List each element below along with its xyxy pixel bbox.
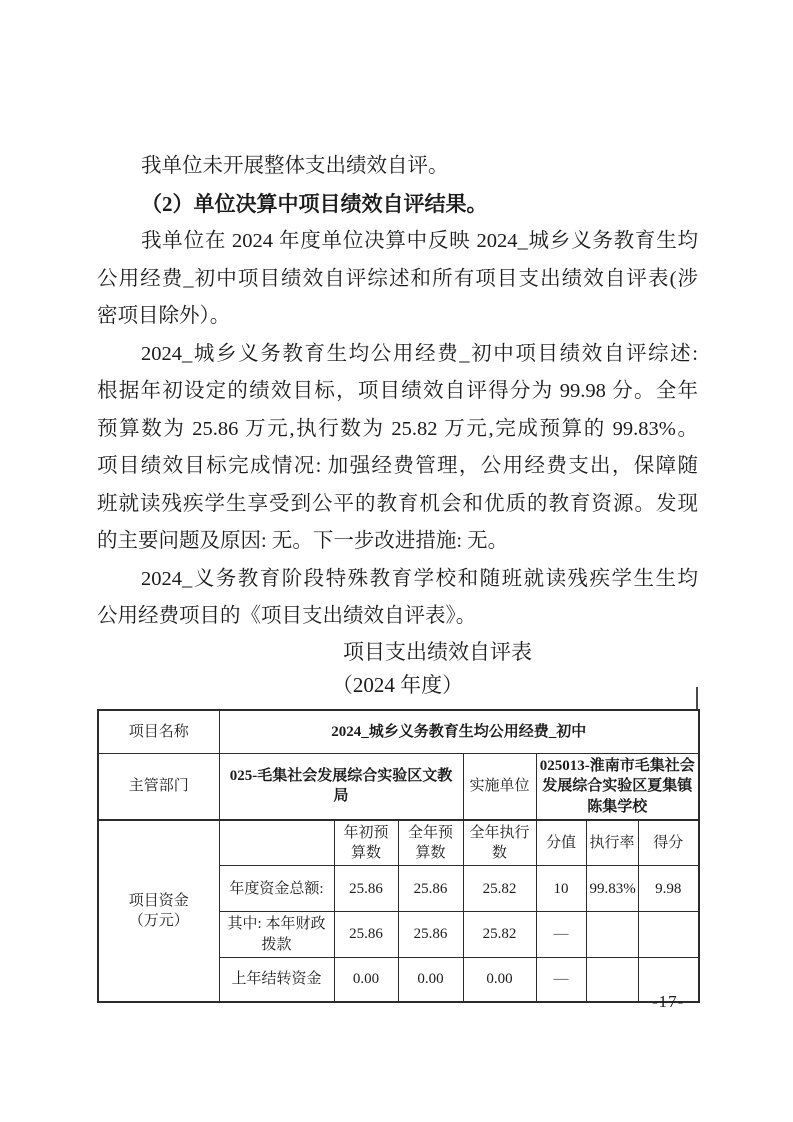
body-line: 的主要问题及原因: 无。下一步改进措施: 无。	[97, 530, 509, 552]
page-number: -17-	[652, 992, 685, 1011]
cell-value: 25.82	[463, 866, 536, 912]
table-header-row	[98, 820, 699, 866]
cell-value: 0.00	[398, 957, 463, 1002]
cell-funds-label	[98, 820, 219, 1003]
cell-value: 25.86	[334, 912, 398, 958]
col-header-annual-execution: 全年执行数	[463, 820, 536, 866]
cell-row-label: 年度资金总额:	[219, 866, 334, 912]
cell-value	[638, 912, 699, 958]
cell-row-label: 上年结转资金	[219, 957, 334, 1002]
cell-value: 10	[536, 866, 586, 912]
table-subtitle: （2024 年度）	[331, 672, 464, 697]
cell-value: 9.98	[638, 866, 699, 912]
cell-value: 25.86	[398, 866, 463, 912]
body-line: 我单位未开展整体支出绩效自评。	[141, 155, 449, 177]
cell-impl-value: 025013-淮南市毛集社会发展综合实验区夏集镇陈集学校	[536, 754, 699, 820]
cell-project-name-value: 2024_城乡义务教育生均公用经费_初中	[219, 710, 699, 754]
cell-impl-label: 实施单位	[463, 754, 536, 820]
cell-value: 0.00	[463, 957, 536, 1002]
body-line: 项目绩效目标完成情况: 加强经费管理，公用经费支出，保障随	[97, 455, 698, 477]
body-line: 班就读残疾学生享受到公平的教育机会和优质的教育资源。发现	[97, 492, 698, 515]
body-line: 公用经费项目的《项目支出绩效自评表》。	[97, 605, 477, 627]
cell-value: 25.86	[334, 866, 398, 912]
col-header-initial-budget: 年初预算数	[334, 820, 398, 866]
cell-dept-label: 主管部门	[98, 754, 219, 820]
cell-value	[586, 957, 638, 1002]
funds-label-line1: 项目资金	[128, 892, 189, 909]
body-line: 根据年初设定的绩效目标，项目绩效自评得分为 99.98 分。全年	[97, 380, 698, 402]
col-header-annual-budget: 全年预算数	[398, 820, 463, 866]
table-title: 项目支出绩效自评表	[343, 639, 532, 664]
col-header-score-weight: 分值	[536, 820, 586, 866]
performance-self-evaluation-table	[97, 709, 700, 1004]
table-row	[98, 710, 699, 754]
cell-value: —	[536, 957, 586, 1002]
cell-value: —	[536, 912, 586, 958]
table-row	[98, 754, 699, 820]
section-heading: （2）单位决算中项目绩效自评结果。	[141, 191, 488, 216]
scan-artifact-tick	[696, 687, 698, 709]
cell-empty	[219, 820, 334, 866]
cell-row-label: 其中: 本年财政拨款	[219, 912, 334, 958]
body-line: 公用经费_初中项目绩效自评综述和所有项目支出绩效自评表(涉	[97, 267, 698, 290]
cell-dept-value: 025-毛集社会发展综合实验区文教局	[219, 754, 463, 820]
body-line: 预算数为 25.86 万元,执行数为 25.82 万元,完成预算的 99.83%。	[97, 417, 698, 440]
cell-value: 25.82	[463, 912, 536, 958]
body-line: 2024_城乡义务教育生均公用经费_初中项目绩效自评综述:	[141, 342, 698, 365]
body-line: 密项目除外）。	[97, 305, 231, 327]
funds-label-line2: （万元）	[128, 913, 189, 929]
cell-value	[586, 912, 638, 958]
cell-value: 25.86	[398, 912, 463, 958]
cell-value: 0.00	[334, 957, 398, 1002]
body-line: 我单位在 2024 年度单位决算中反映 2024_城乡义务教育生均	[141, 230, 698, 252]
document-body	[97, 148, 698, 1003]
col-header-execution-rate: 执行率	[586, 820, 638, 866]
cell-value: 99.83%	[586, 866, 638, 912]
col-header-score: 得分	[638, 820, 699, 866]
cell-project-name-label: 项目名称	[98, 710, 219, 754]
body-line: 2024_义务教育阶段特殊教育学校和随班就读残疾学生生均	[141, 567, 698, 590]
